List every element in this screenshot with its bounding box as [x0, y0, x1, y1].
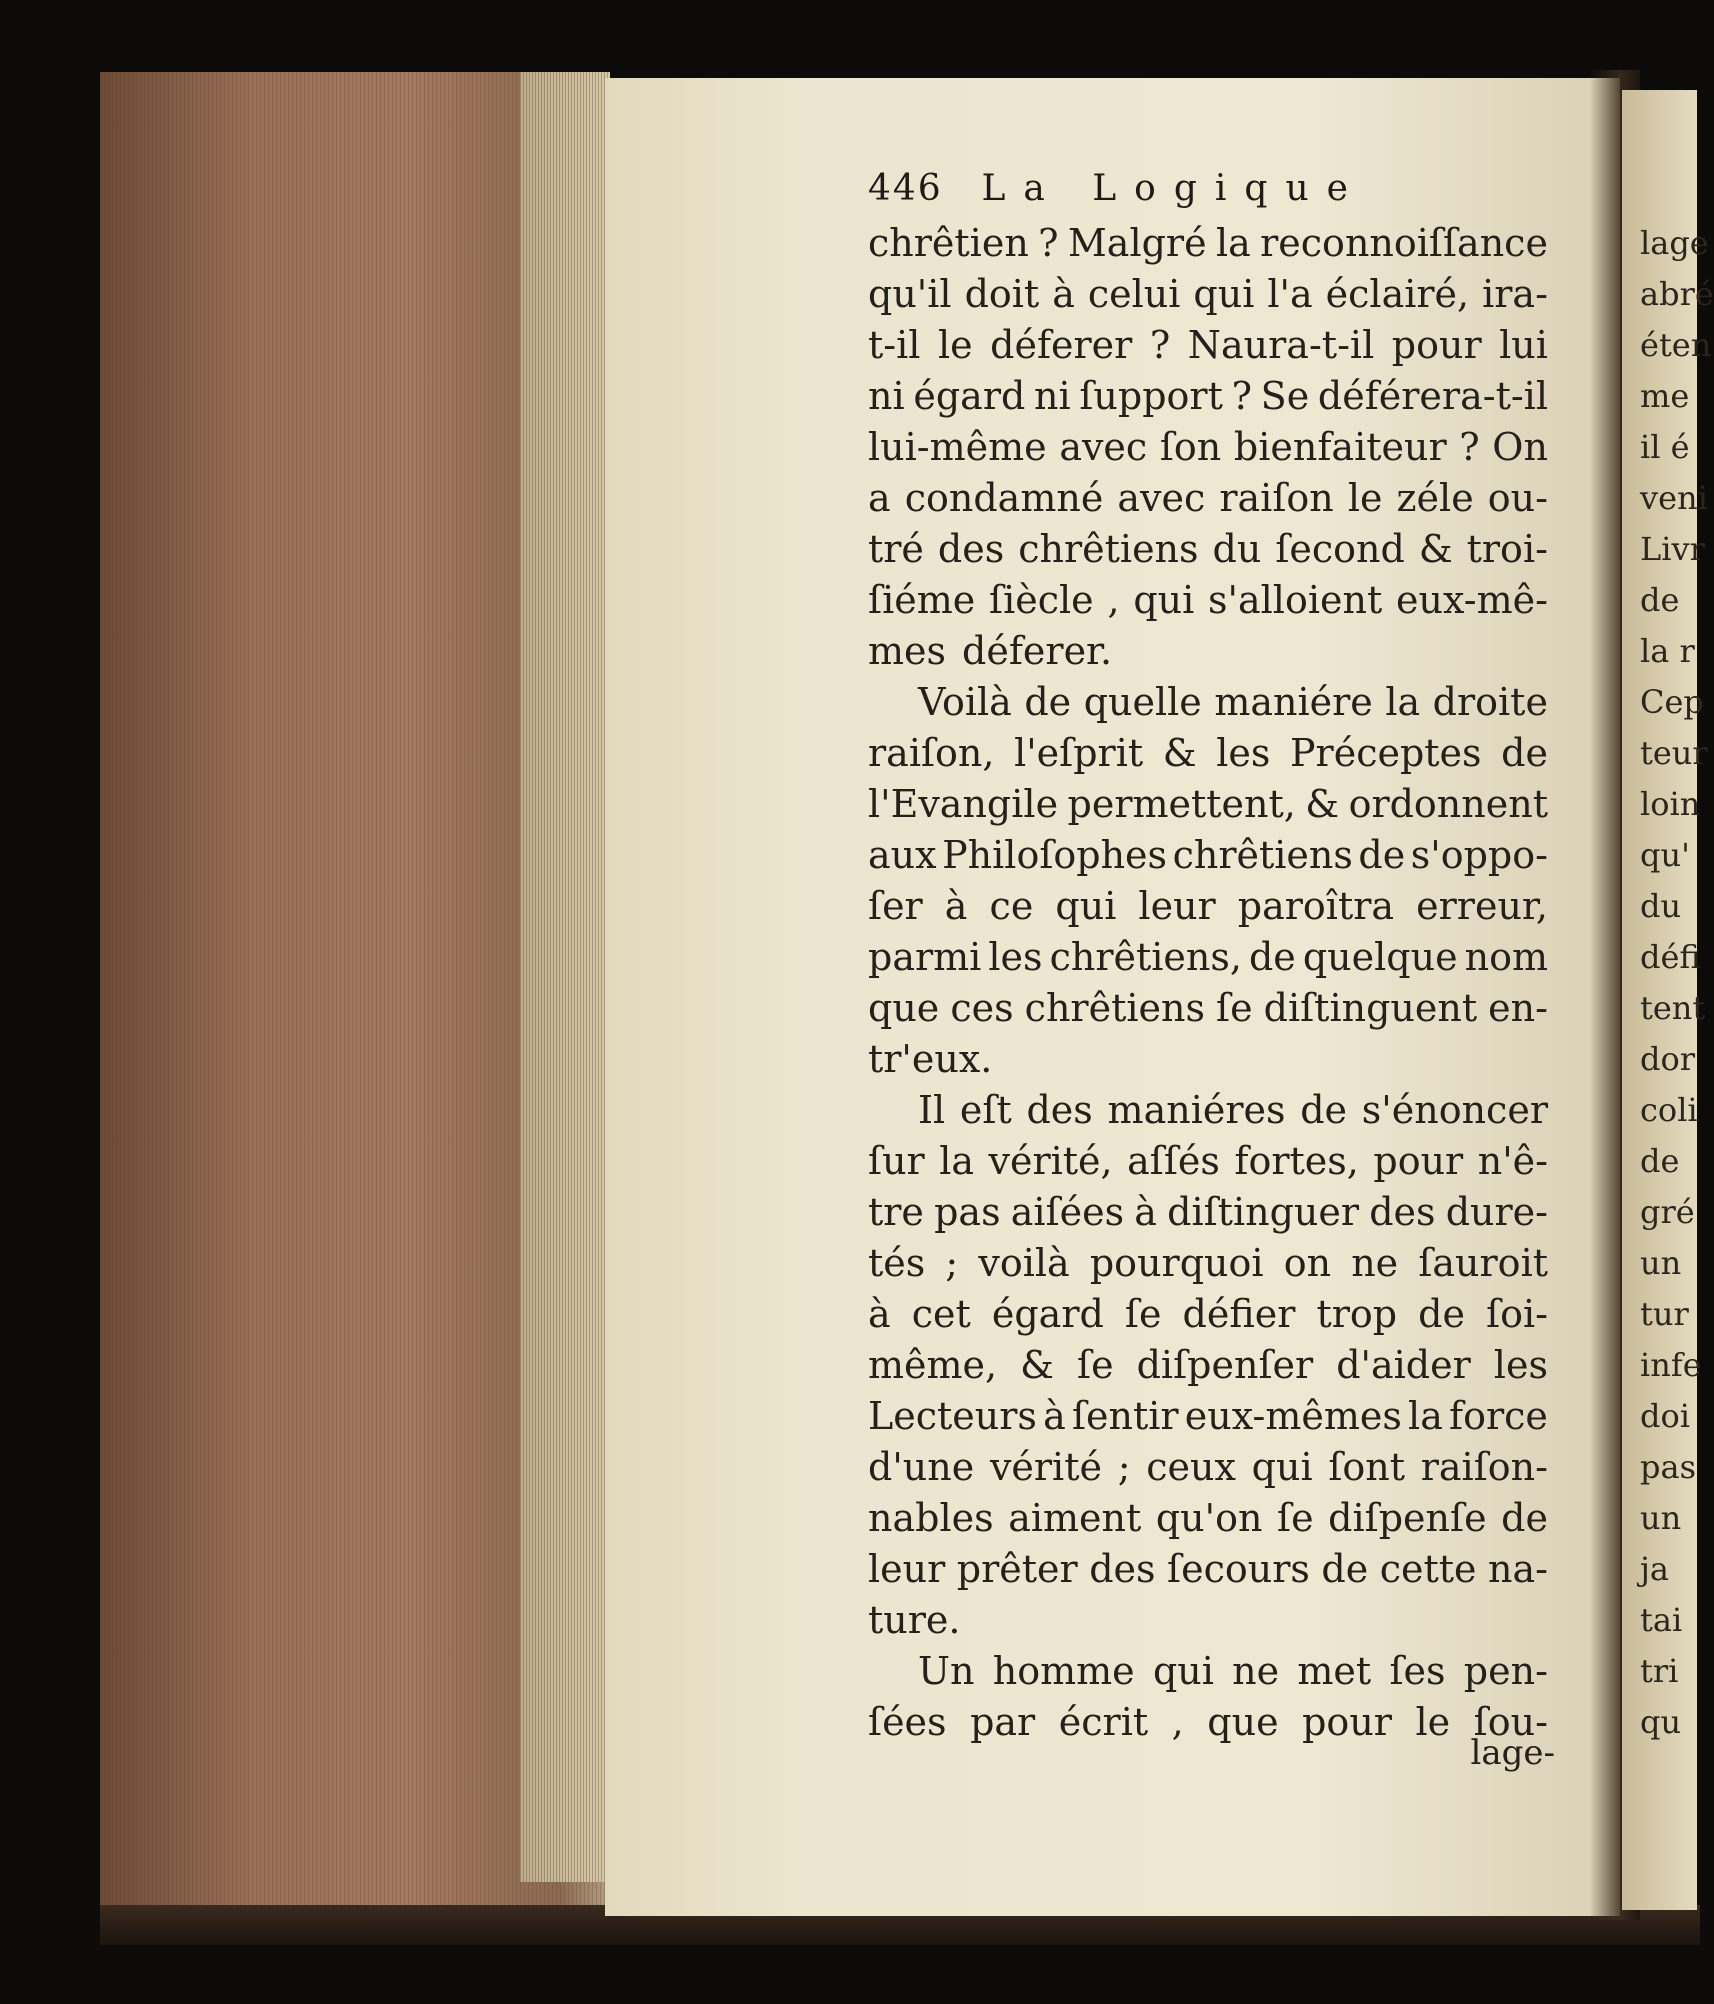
text-line: ſer à ce qui leur paroîtra erreur, — [868, 884, 1548, 928]
text-line: tr'eux. — [868, 1037, 993, 1081]
facing-page-line: un — [1640, 1499, 1682, 1537]
facing-page-line: me — [1640, 377, 1690, 415]
facing-page-line: défi — [1640, 938, 1701, 976]
text-line: à cet égard ſe défier trop de ſoi- — [868, 1292, 1548, 1336]
facing-page-line: teur — [1640, 734, 1708, 772]
facing-page-line: de — [1640, 1142, 1680, 1180]
text-line: même, & ſe diſpenſer d'aider les — [868, 1343, 1548, 1387]
facing-page-line: la r — [1640, 632, 1695, 670]
page-body-text — [868, 218, 1548, 1748]
text-line: ſées par écrit , que pour le ſou- — [868, 1700, 1548, 1744]
facing-page-line: infe — [1640, 1346, 1702, 1384]
facing-page-line: tur — [1640, 1295, 1689, 1333]
text-line: tre pas aiſées à diſtinguer des dure- — [868, 1190, 1548, 1234]
text-line: Il eſt des maniéres de s'énoncer — [918, 1088, 1548, 1132]
text-line: ſur la vérité, aſſés fortes, pour n'ê- — [868, 1139, 1548, 1183]
facing-page-line: veni — [1640, 479, 1708, 517]
text-line: d'une vérité ; ceux qui ſont raiſon- — [868, 1445, 1548, 1489]
text-line: nables aiment qu'on ſe diſpenſe de — [868, 1496, 1548, 1540]
text-line: Voilà de quelle maniére la droite — [918, 680, 1548, 724]
page-stack — [520, 72, 610, 1882]
facing-page-line: Cep — [1640, 683, 1704, 721]
text-line: Lecteurs à ſentir eux-mêmes la force — [868, 1394, 1548, 1438]
text-line: raiſon, l'eſprit & les Préceptes de — [868, 731, 1548, 775]
text-line: t-il le déferer ? Naura-t-il pour lui — [868, 323, 1548, 367]
facing-page-line: lage — [1640, 224, 1709, 262]
facing-page-line: gré — [1640, 1193, 1695, 1231]
facing-page-line: un — [1640, 1244, 1682, 1282]
text-line: que ces chrêtiens ſe diſtinguent en- — [868, 986, 1548, 1030]
text-line: l'Evangile permettent, & ordonnent — [868, 782, 1548, 826]
text-line: ture. — [868, 1598, 961, 1642]
text-line: parmi les chrêtiens, de quelque nom — [868, 935, 1548, 979]
text-line: mes déferer. — [868, 629, 1113, 673]
facing-page-line: loin — [1640, 785, 1701, 823]
facing-page-line: qu' — [1640, 836, 1690, 874]
facing-page-line: tent — [1640, 989, 1706, 1027]
text-line: a condamné avec raiſon le zéle ou- — [868, 476, 1548, 520]
text-line: chrêtien ? Malgré la reconnoiſſance — [868, 221, 1548, 265]
facing-page-line: tri — [1640, 1652, 1679, 1690]
text-line: Un homme qui ne met ſes pen- — [918, 1649, 1548, 1693]
facing-page-text — [1640, 218, 1714, 1748]
facing-page-line: de — [1640, 581, 1680, 619]
facing-page-line: qu — [1640, 1703, 1682, 1741]
text-line: ni égard ni ſupport ? Se déférera-t-il — [868, 374, 1548, 418]
facing-page-line: Livr — [1640, 530, 1705, 568]
page-number: 446 — [868, 168, 943, 209]
facing-page-line: doi — [1640, 1397, 1690, 1435]
running-title: La Logique — [981, 168, 1366, 209]
facing-page-line: ja — [1640, 1550, 1669, 1588]
facing-page-line: éten — [1640, 326, 1712, 364]
facing-page-line: du — [1640, 887, 1682, 925]
text-line: qu'il doit à celui qui l'a éclairé, ira- — [868, 272, 1548, 316]
facing-page-line: pas — [1640, 1448, 1696, 1486]
text-line: tés ; voilà pourquoi on ne ſauroit — [868, 1241, 1548, 1285]
facing-page-line: coli — [1640, 1091, 1698, 1129]
facing-page-line: tai — [1640, 1601, 1683, 1639]
text-line: aux Philoſophes chrêtiens de s'oppo- — [868, 833, 1548, 877]
text-line: tré des chrêtiens du ſecond & troi- — [868, 527, 1548, 571]
text-line: leur prêter des ſecours de cette na- — [868, 1547, 1548, 1591]
facing-page-line: il é — [1640, 428, 1690, 466]
facing-page-line: abré — [1640, 275, 1714, 313]
text-line: ſiéme ſiècle , qui s'alloient eux-mê- — [868, 578, 1548, 622]
text-line: lui-même avec ſon bienfaiteur ? On — [868, 425, 1548, 469]
catchword: lage- — [1470, 1733, 1555, 1773]
facing-page-line: dor — [1640, 1040, 1696, 1078]
